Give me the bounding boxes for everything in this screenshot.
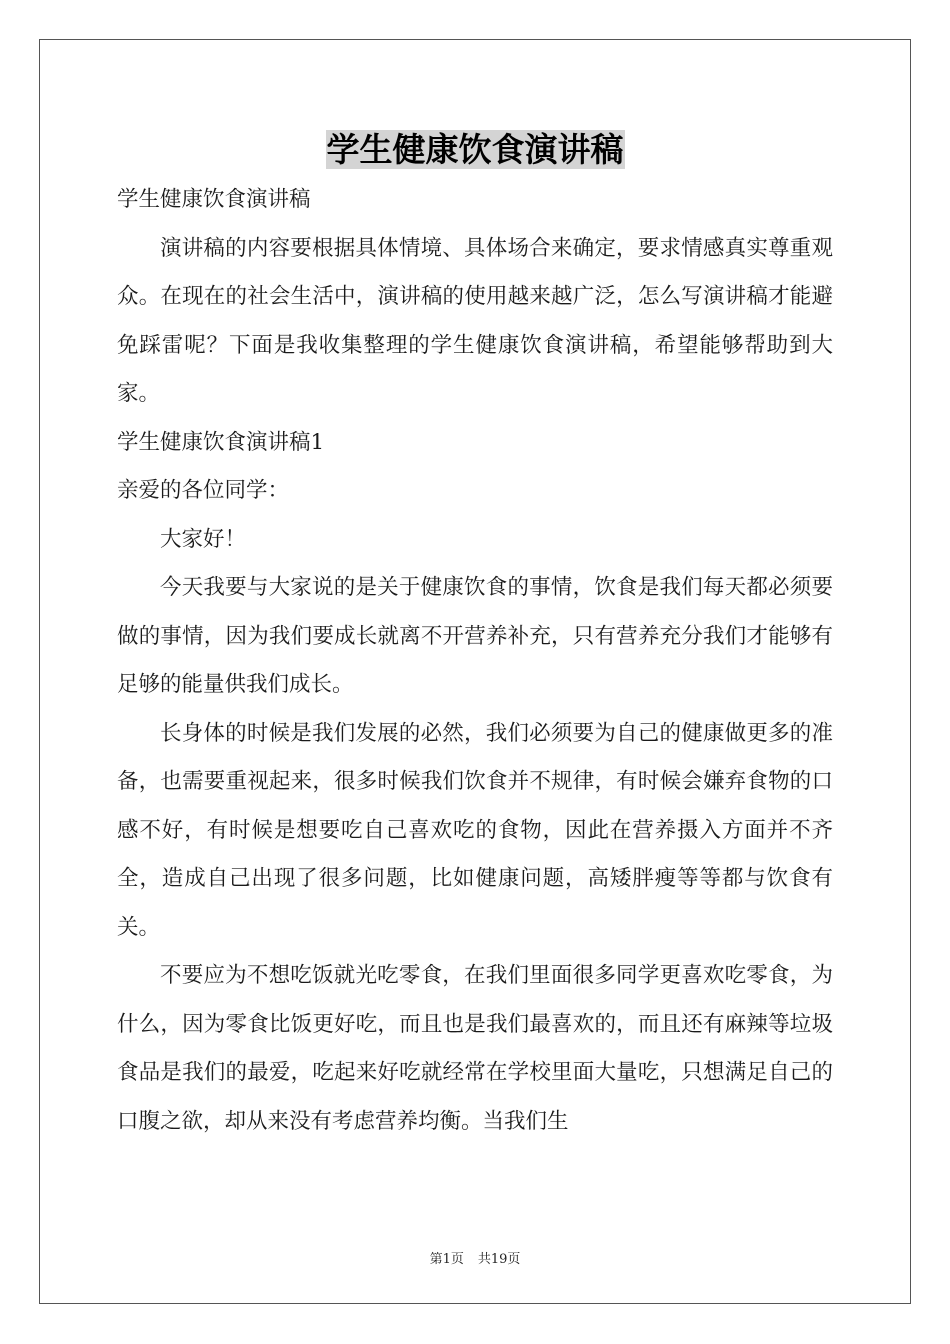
- paragraph-salutation: 亲爱的各位同学：: [117, 478, 290, 503]
- paragraph-body-2: 长身体的时候是我们发展的必然，我们必须要为自己的健康做更多的准备，也需要重视起来，很多时候我们饮食并不规律，有时候会嫌弃食物的口感不好，有时候是想要吃自己喜欢吃的食物，因此在营养摄入方面并不齐全，造成自己出现了很多问题，比如健康问题，高矮胖瘦等等都与饮食有关。: [117, 720, 833, 940]
- page-footer: [0, 1248, 950, 1267]
- document-body: [117, 176, 833, 1146]
- paragraph-greeting: 大家好！: [160, 526, 247, 552]
- paragraph-subtitle: 学生健康饮食演讲稿: [117, 187, 311, 212]
- page-number: 第1页: [429, 1252, 464, 1267]
- paragraph-intro: 演讲稿的内容要根据具体情境、具体场合来确定，要求情感真实尊重观众。在现在的社会生活中，演讲稿的使用越来越广泛，怎么写演讲稿才能避免踩雷呢？下面是我收集整理的学生健康饮食演讲稿，希望能够帮助到大家。: [117, 235, 833, 406]
- paragraph-body-1: 今天我要与大家说的是关于健康饮食的事情，饮食是我们每天都必须要做的事情，因为我们要成长就离不开营养补充，只有营养充分我们才能够有足够的能量供我们成长。: [117, 575, 833, 697]
- paragraph-section-heading: 学生健康饮食演讲稿1: [117, 429, 325, 455]
- document-title: [0, 128, 950, 172]
- document-title-text: 学生健康饮食演讲稿: [326, 130, 624, 169]
- page-total: 共19页: [477, 1252, 521, 1267]
- paragraph-body-3: 不要应为不想吃饭就光吃零食，在我们里面很多同学更喜欢吃零食，为什么，因为零食比饭更好吃，而且也是我们最喜欢的，而且还有麻辣等垃圾食品是我们的最爱，吃起来好吃就经常在学校里面大量吃，只想满足自己的口腹之欲，却从来没有考虑营养均衡。当我们生: [117, 963, 833, 1134]
